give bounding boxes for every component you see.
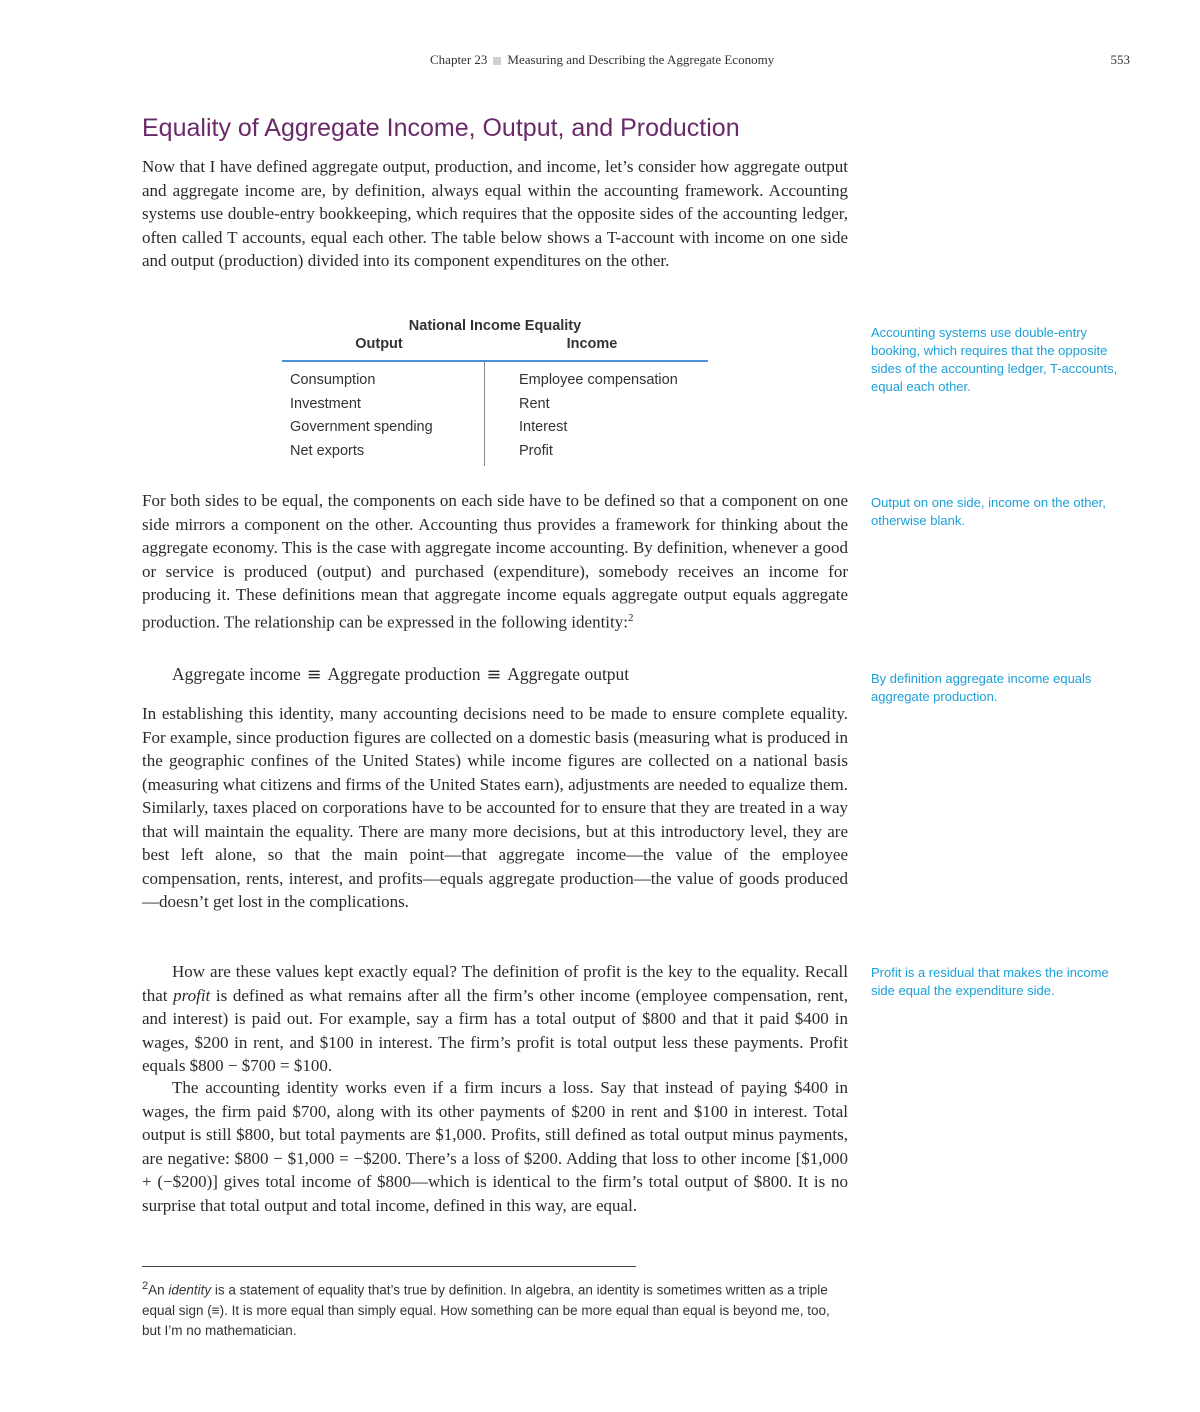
output-item-consumption: Consumption: [290, 372, 376, 388]
margin-note-3: By definition aggregate income equals aggregate production.: [871, 671, 1092, 704]
table-header-row: [282, 336, 708, 354]
table-header-output: Output: [355, 336, 403, 352]
national-income-table: [282, 318, 708, 466]
chapter-title: Measuring and Describing the Aggregate Economy: [507, 52, 775, 67]
section-title: Equality of Aggregate Income, Output, and Production: [142, 114, 740, 142]
output-column: [282, 362, 485, 466]
identity-term-income: Aggregate income: [172, 664, 301, 684]
footnote-lead: An: [148, 1282, 169, 1298]
output-item-government-spending: Government spending: [290, 419, 433, 435]
income-column: [485, 362, 708, 466]
table-body: [282, 362, 708, 466]
income-item-profit: Profit: [519, 442, 553, 459]
income-identity-equation: [172, 664, 812, 685]
identity-symbol-1: ≡: [306, 665, 322, 685]
paragraph-4-after: is defined as what remains after all the firm’s other income (employee compensation, rent, and interest) is paid out. For example, say a firm has a total output of $800 and that it paid $400 in wages, $200 in rent, and $100 in interest. The firm’s profit is total output less these payments. Profit equals $800 − $700 = $100.: [142, 985, 848, 1075]
income-item-interest: Interest: [519, 419, 568, 435]
paragraph-4-before: How are these values kept exactly equal? The definition of profit is the key to the equality. Recall that: [142, 962, 848, 1005]
paragraph-4: [142, 960, 848, 1078]
income-item-employee-compensation: Employee compensation: [519, 372, 678, 388]
footnote-reference-2[interactable]: 2: [627, 611, 634, 624]
identity-term-output: Aggregate output: [507, 664, 630, 684]
page-number: 553: [1110, 52, 1130, 67]
footnote-2: [142, 1276, 852, 1341]
running-head: [430, 52, 1130, 72]
identity-term-production: Aggregate production: [327, 664, 481, 684]
footnote-mark: 2: [142, 1280, 149, 1292]
output-item-investment: Investment: [290, 395, 361, 412]
footnote-rule: [142, 1266, 636, 1267]
table-header-income: Income: [566, 336, 618, 352]
paragraph-4-italic-term: profit: [173, 985, 211, 1005]
separator-square-icon: [493, 57, 501, 65]
paragraph-3: In establishing this identity, many accounting decisions need to be made to ensure complete equality. For example, since production figures are collected on a domestic basis (measuring what is produced in the geographic confines of the United States) while income figures are collected on a national basis (measuring what citizens and firms of the United States earn), adjustments are needed to equalize them. Similarly, taxes placed on corporations have to be accounted for to ensure that they are treated in a way that will maintain the equality. There are many more decisions, but at this introductory level, they are best left alone, so that the main point—that aggregate income—the value of the employee compensation, rents, interest, and profits—equals aggregate production—the value of goods produced—doesn’t get lost in the complications.: [142, 704, 848, 911]
paragraph-1: Now that I have defined aggregate output, production, and income, let’s consider how aggregate output and aggregate income are, by definition, always equal within the accounting framework. Accounting systems use double-entry bookkeeping, which requires that the opposite sides of the accounting ledger, often called T accounts, equal each other. The table below shows a T-account with income on one side and output (production) divided into its component expenditures on the other.: [142, 157, 848, 270]
margin-note-1: Accounting systems use double-entry booking, which requires that the opposite sides of the accounting ledger, T-accounts, equal each other.: [871, 325, 1118, 394]
footnote-italic-term: identity: [168, 1282, 212, 1298]
margin-note-2: Output on one side, income on the other, otherwise blank.: [871, 495, 1106, 528]
output-item-net-exports: Net exports: [290, 442, 365, 459]
margin-note-4: Profit is a residual that makes the income side equal the expenditure side.: [871, 965, 1109, 998]
paragraph-2: [142, 489, 848, 634]
table-title: National Income Equality: [408, 318, 582, 334]
income-item-rent: Rent: [519, 395, 550, 412]
footnote-text: is a statement of equality that’s true by definition. In algebra, an identity is sometimes written as a triple equal sign (≡). It is more equal than simply equal. How something can be more equal than equal is beyond me, too, but I’m no mathematician.: [142, 1282, 830, 1338]
identity-symbol-2: ≡: [486, 665, 502, 685]
paragraph-5: The accounting identity works even if a firm incurs a loss. Say that instead of paying $400 in wages, the firm paid $700, along with its other payments of $200 in rent and $100 in interest. Total output is still $800, but total payments are $1,000. Profits, still defined as total output minus payments, are negative: $800 − $1,000 = −$200. There’s a loss of $200. Adding that loss to other income [$1,000 + (−$200)] gives total income of $800—which is identical to the firm’s total output of $800. It is no surprise that total output and total income, defined in this way, are equal.: [142, 1078, 848, 1215]
paragraph-2-text: For both sides to be equal, the components on each side have to be defined so that a component on one side mirrors a component on the other. Accounting thus provides a framework for thinking about the aggregate economy. This is the case with aggregate income accounting. By definition, whenever a good or service is produced (output) and purchased (expenditure), somebody receives an income for producing it. These definitions mean that aggregate income equals aggregate output equals aggregate production. The relationship can be expressed in the following identity:: [142, 491, 848, 632]
chapter-label: Chapter 23: [430, 52, 488, 67]
